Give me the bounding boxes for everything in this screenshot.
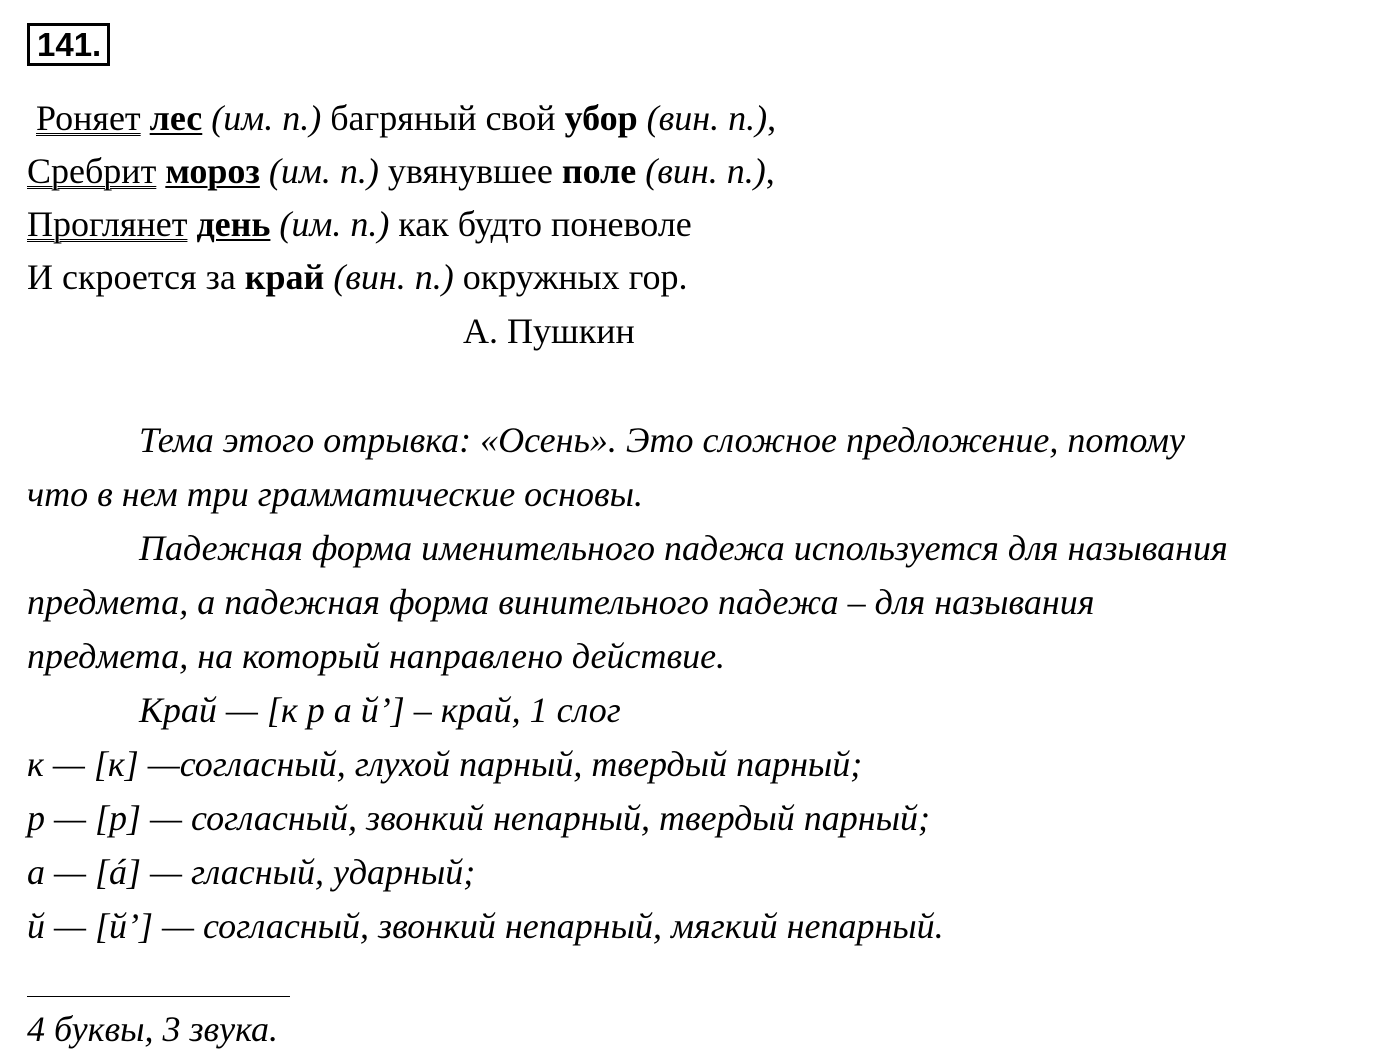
poem-author: А. Пушкин xyxy=(463,311,635,351)
analysis-text xyxy=(27,413,1387,953)
case-label: (им. п.) xyxy=(279,204,390,244)
text-line: что в нем три грамматические основы. xyxy=(27,474,644,514)
subject: день xyxy=(196,204,271,244)
text-line: Падежная форма именительного падежа используется для называния xyxy=(139,528,1228,568)
predicate: Роняет xyxy=(36,98,141,138)
case-label: (им. п.) xyxy=(211,98,322,138)
subject: мороз xyxy=(165,151,260,191)
poem-text: как будто поневоле xyxy=(398,204,692,244)
sound-analysis-line: р — [р] — согласный, звонкий непарный, твердый парный; xyxy=(27,798,930,838)
footnote: 4 буквы, 3 звука. xyxy=(27,1009,279,1049)
poem-line-4 xyxy=(27,251,776,304)
sound-analysis-line: й — [й’] — согласный, звонкий непарный, мягкий непарный. xyxy=(27,906,944,946)
poem-text: багряный свой xyxy=(330,98,556,138)
footnote-divider xyxy=(27,996,290,997)
text-line: Тема этого отрывка: «Осень». Это сложное предложение, потому xyxy=(139,420,1185,460)
poem xyxy=(27,92,776,304)
object-word: край xyxy=(244,257,325,297)
punctuation: , xyxy=(765,151,775,191)
exercise-number: 141. xyxy=(27,23,110,66)
poem-line-2 xyxy=(27,145,776,198)
sound-analysis-line: к — [к] —согласный, глухой парный, твердый парный; xyxy=(27,744,863,784)
case-label: (вин. п.) xyxy=(333,257,454,297)
sound-analysis-line: а — [á] — гласный, ударный; xyxy=(27,852,476,892)
object-word: убор xyxy=(564,98,638,138)
text-line: предмета, а падежная форма винительного падежа – для называния xyxy=(27,582,1095,622)
poem-text: увянувшее xyxy=(387,151,553,191)
subject: лес xyxy=(149,98,203,138)
case-label: (им. п.) xyxy=(268,151,379,191)
phonetic-transcription: Край — [к р а й’] – край, 1 слог xyxy=(139,690,621,730)
poem-text: И скроется за xyxy=(27,257,236,297)
case-label: (вин. п.) xyxy=(646,98,768,138)
predicate: Проглянет xyxy=(27,204,188,244)
object-word: поле xyxy=(561,151,637,191)
predicate: Сребрит xyxy=(27,151,157,191)
text-line: предмета, на который направлено действие. xyxy=(27,636,726,676)
punctuation: , xyxy=(767,98,777,138)
case-label: (вин. п.) xyxy=(645,151,766,191)
poem-line-1 xyxy=(27,92,776,145)
poem-text: окружных гор. xyxy=(462,257,688,297)
poem-line-3 xyxy=(27,198,776,251)
